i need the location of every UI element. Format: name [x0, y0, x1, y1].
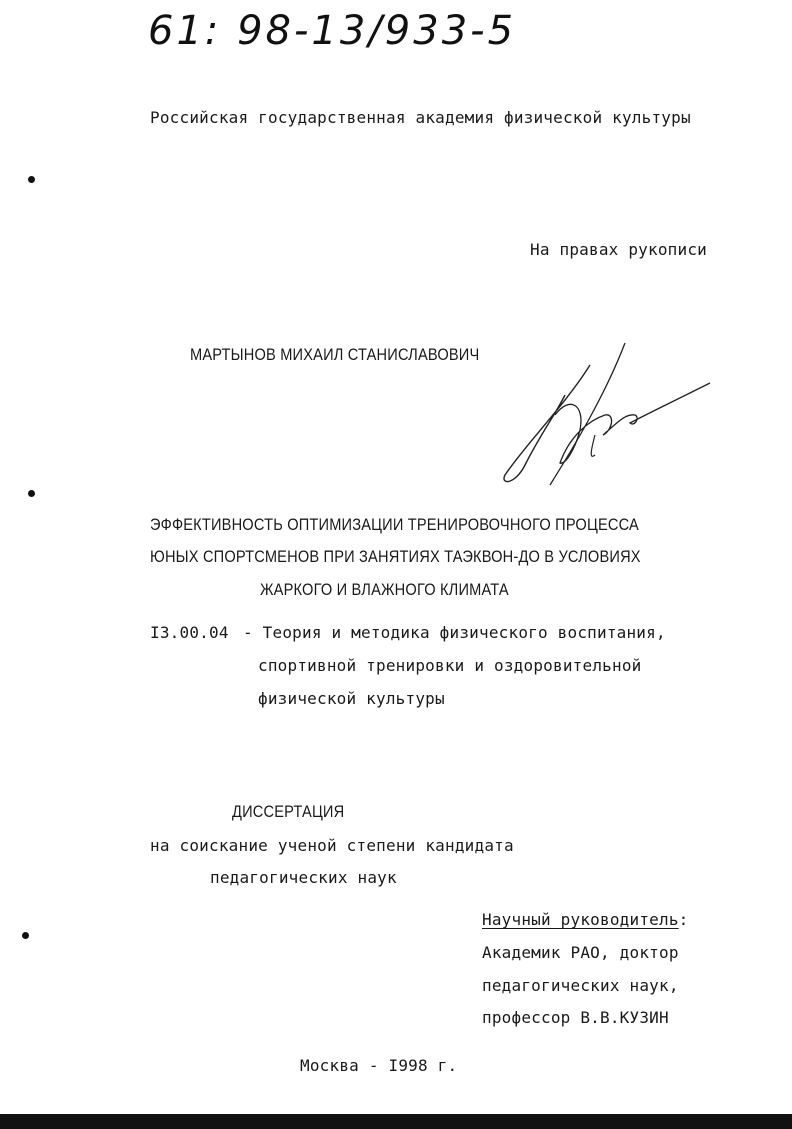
degree-line-1: на соискание ученой степени кандидата	[150, 836, 514, 855]
institution-name: Российская государственная академия физической культуры	[150, 108, 691, 127]
degree-line-2: педагогических наук	[210, 868, 397, 887]
signature-image	[495, 335, 715, 495]
specialty-line-2: спортивной тренировки и оздоровительной	[258, 656, 642, 675]
specialty-line-1: - Теория и методика физического воспитания,	[243, 623, 666, 642]
supervisor-line-1: Академик РАО, доктор	[482, 943, 679, 962]
specialty-code: I3.00.04	[150, 623, 229, 642]
dissertation-heading: ДИССЕРТАЦИЯ	[232, 802, 345, 821]
archive-number-handwritten: 61: 98-13/933-5	[148, 8, 517, 54]
supervisor-line-3: профессор В.В.КУЗИН	[482, 1008, 669, 1027]
scan-mark	[28, 490, 35, 497]
scan-bottom-edge	[0, 1114, 792, 1129]
supervisor-label-colon: :	[678, 910, 689, 929]
supervisor-line-2: педагогических наук,	[482, 976, 679, 995]
manuscript-note: На правах рукописи	[530, 240, 707, 259]
specialty-line-3: физической культуры	[258, 689, 445, 708]
place-and-year: Москва - I998 г.	[300, 1056, 458, 1075]
author-name: МАРТЫНОВ МИХАИЛ СТАНИСЛАВОВИЧ	[190, 345, 480, 364]
thesis-title-line-2: ЮНЫХ СПОРТСМЕНОВ ПРИ ЗАНЯТИЯХ ТАЭКВОН-ДО В УСЛОВИЯХ	[150, 547, 641, 566]
thesis-title-line-1: ЭФФЕКТИВНОСТЬ ОПТИМИЗАЦИИ ТРЕНИРОВОЧНОГО ПРОЦЕССА	[150, 515, 639, 534]
supervisor-label-text: Научный руководитель	[482, 910, 679, 929]
supervisor-label	[482, 910, 689, 929]
scan-mark	[22, 932, 29, 939]
thesis-title-line-3: ЖАРКОГО И ВЛАЖНОГО КЛИМАТА	[260, 580, 509, 599]
scan-mark	[28, 176, 35, 183]
